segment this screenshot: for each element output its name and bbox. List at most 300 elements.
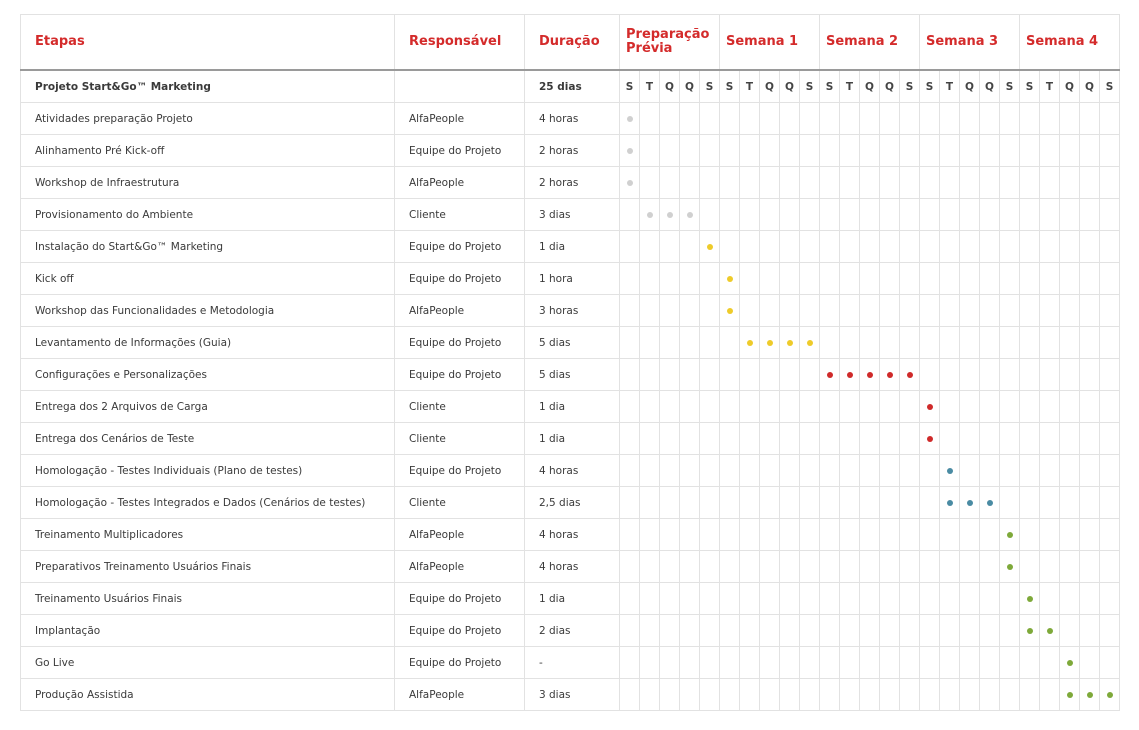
day-cell (820, 135, 840, 167)
day-cell (980, 423, 1000, 455)
day-cell (840, 551, 860, 583)
day-cell (840, 615, 860, 647)
day-cell (640, 167, 660, 199)
task-responsavel: Equipe do Projeto (395, 135, 525, 167)
day-cell (880, 455, 900, 487)
day-cell (920, 615, 940, 647)
day-cell (900, 327, 920, 359)
day-cell (840, 423, 860, 455)
day-cell (640, 647, 660, 679)
day-cell (1100, 583, 1120, 615)
day-cell (1020, 295, 1040, 327)
day-cell (700, 391, 720, 423)
day-cell (620, 519, 640, 551)
day-cell (980, 551, 1000, 583)
day-cell (660, 199, 680, 231)
task-etapa: Homologação - Testes Individuais (Plano de testes) (21, 455, 395, 487)
day-cell (620, 231, 640, 263)
day-cell (700, 231, 720, 263)
task-responsavel: Equipe do Projeto (395, 615, 525, 647)
day-cell (700, 551, 720, 583)
day-cell (1060, 199, 1080, 231)
day-cell (760, 583, 780, 615)
day-cell (1040, 487, 1060, 519)
day-cell (820, 295, 840, 327)
day-cell (860, 423, 880, 455)
day-cell (740, 103, 760, 135)
header-duracao: Duração (525, 15, 620, 71)
day-cell (660, 359, 680, 391)
day-cell (1000, 647, 1020, 679)
day-cell (640, 519, 660, 551)
task-row (21, 391, 1120, 423)
day-cell (880, 615, 900, 647)
task-duracao: 4 horas (525, 103, 620, 135)
day-cell (680, 519, 700, 551)
day-cell (820, 519, 840, 551)
day-cell (840, 295, 860, 327)
day-cell (860, 295, 880, 327)
day-cell (720, 391, 740, 423)
day-letter: Q (780, 70, 800, 103)
day-cell (800, 487, 820, 519)
day-cell (920, 679, 940, 711)
day-cell (1040, 423, 1060, 455)
day-cell (1100, 327, 1120, 359)
day-cell (940, 423, 960, 455)
day-cell (960, 615, 980, 647)
day-cell (760, 103, 780, 135)
day-cell (1080, 295, 1100, 327)
day-cell (760, 231, 780, 263)
day-cell (840, 455, 860, 487)
day-cell (1080, 647, 1100, 679)
day-cell (1080, 583, 1100, 615)
day-cell (960, 231, 980, 263)
day-cell (960, 263, 980, 295)
task-duracao: 5 dias (525, 359, 620, 391)
day-cell (680, 135, 700, 167)
day-cell (620, 327, 640, 359)
day-cell (780, 231, 800, 263)
day-cell (1060, 647, 1080, 679)
day-cell (1040, 295, 1060, 327)
day-cell (1020, 551, 1040, 583)
day-cell (860, 551, 880, 583)
day-cell (920, 327, 940, 359)
day-cell (760, 135, 780, 167)
task-etapa: Produção Assistida (21, 679, 395, 711)
day-cell (820, 455, 840, 487)
day-cell (960, 487, 980, 519)
task-responsavel: AlfaPeople (395, 679, 525, 711)
day-cell (920, 199, 940, 231)
day-cell (680, 391, 700, 423)
task-etapa: Treinamento Multiplicadores (21, 519, 395, 551)
day-cell (1040, 199, 1060, 231)
day-cell (720, 199, 740, 231)
task-row (21, 583, 1120, 615)
day-cell (620, 199, 640, 231)
day-cell (780, 679, 800, 711)
day-cell (880, 327, 900, 359)
day-cell (1040, 615, 1060, 647)
day-cell (780, 167, 800, 199)
day-cell (780, 487, 800, 519)
day-letter: S (620, 70, 640, 103)
day-cell (620, 583, 640, 615)
day-cell (1000, 263, 1020, 295)
schedule-dot (787, 340, 793, 346)
day-cell (840, 519, 860, 551)
day-cell (960, 583, 980, 615)
day-cell (840, 167, 860, 199)
day-cell (700, 583, 720, 615)
day-cell (760, 519, 780, 551)
day-cell (860, 199, 880, 231)
task-duracao: 4 horas (525, 519, 620, 551)
day-cell (740, 519, 760, 551)
day-cell (740, 231, 760, 263)
day-cell (620, 647, 640, 679)
task-duracao: 4 horas (525, 455, 620, 487)
schedule-dot (947, 500, 953, 506)
day-cell (660, 519, 680, 551)
task-etapa: Homologação - Testes Integrados e Dados (Cenários de testes) (21, 487, 395, 519)
schedule-dot (1107, 692, 1113, 698)
task-duracao: 2,5 dias (525, 487, 620, 519)
task-responsavel: Equipe do Projeto (395, 359, 525, 391)
day-cell (820, 583, 840, 615)
day-cell (1020, 679, 1040, 711)
project-name: Projeto Start&Go™ Marketing (21, 70, 395, 103)
day-cell (700, 455, 720, 487)
task-duracao: 2 dias (525, 615, 620, 647)
day-cell (800, 519, 820, 551)
day-cell (1080, 359, 1100, 391)
task-duracao: 3 dias (525, 679, 620, 711)
day-cell (860, 103, 880, 135)
day-cell (980, 263, 1000, 295)
task-etapa: Preparativos Treinamento Usuários Finais (21, 551, 395, 583)
day-letter: S (820, 70, 840, 103)
day-cell (880, 199, 900, 231)
day-cell (740, 167, 760, 199)
task-row (21, 199, 1120, 231)
day-cell (800, 295, 820, 327)
day-cell (980, 103, 1000, 135)
day-cell (640, 615, 660, 647)
day-cell (780, 615, 800, 647)
day-letter: Q (680, 70, 700, 103)
day-cell (1040, 135, 1060, 167)
schedule-dot (627, 116, 633, 122)
day-cell (1040, 167, 1060, 199)
day-cell (920, 295, 940, 327)
day-cell (640, 455, 660, 487)
day-cell (700, 487, 720, 519)
day-cell (800, 359, 820, 391)
day-cell (1000, 327, 1020, 359)
day-cell (640, 391, 660, 423)
day-cell (880, 487, 900, 519)
day-cell (940, 519, 960, 551)
day-cell (1020, 103, 1040, 135)
day-cell (780, 647, 800, 679)
day-cell (700, 423, 720, 455)
day-cell (780, 583, 800, 615)
schedule-dot (707, 244, 713, 250)
day-cell (920, 519, 940, 551)
day-cell (1060, 135, 1080, 167)
day-cell (860, 487, 880, 519)
day-cell (1100, 199, 1120, 231)
day-cell (900, 391, 920, 423)
day-cell (1000, 359, 1020, 391)
task-responsavel: Equipe do Projeto (395, 263, 525, 295)
day-cell (1100, 615, 1120, 647)
day-cell (780, 551, 800, 583)
day-letter: Q (660, 70, 680, 103)
day-cell (1060, 551, 1080, 583)
task-etapa: Kick off (21, 263, 395, 295)
day-cell (1000, 551, 1020, 583)
day-cell (1020, 487, 1040, 519)
day-cell (720, 615, 740, 647)
task-row (21, 519, 1120, 551)
day-cell (760, 423, 780, 455)
day-cell (740, 391, 760, 423)
day-cell (880, 359, 900, 391)
day-cell (1000, 135, 1020, 167)
day-letter: S (800, 70, 820, 103)
schedule-dot (847, 372, 853, 378)
schedule-dot (1067, 692, 1073, 698)
day-cell (720, 679, 740, 711)
day-cell (1060, 167, 1080, 199)
day-cell (1100, 487, 1120, 519)
day-cell (660, 583, 680, 615)
day-cell (860, 455, 880, 487)
day-cell (1020, 199, 1040, 231)
day-letter: S (1000, 70, 1020, 103)
day-cell (720, 295, 740, 327)
day-cell (900, 231, 920, 263)
day-cell (640, 551, 660, 583)
day-cell (1060, 327, 1080, 359)
day-cell (900, 359, 920, 391)
task-responsavel: Equipe do Projeto (395, 231, 525, 263)
day-cell (680, 199, 700, 231)
day-cell (800, 135, 820, 167)
day-cell (1020, 135, 1040, 167)
day-cell (800, 103, 820, 135)
day-cell (1060, 103, 1080, 135)
day-cell (1080, 455, 1100, 487)
day-letter: S (920, 70, 940, 103)
day-cell (940, 263, 960, 295)
day-cell (760, 327, 780, 359)
schedule-dot (687, 212, 693, 218)
task-row (21, 551, 1120, 583)
day-cell (780, 263, 800, 295)
day-cell (880, 135, 900, 167)
day-cell (960, 135, 980, 167)
project-duration: 25 dias (525, 70, 620, 103)
day-cell (1040, 231, 1060, 263)
day-cell (1000, 519, 1020, 551)
task-responsavel: AlfaPeople (395, 103, 525, 135)
day-cell (1100, 263, 1120, 295)
day-cell (1060, 263, 1080, 295)
day-cell (620, 359, 640, 391)
day-cell (720, 519, 740, 551)
day-cell (700, 327, 720, 359)
day-cell (1080, 135, 1100, 167)
day-cell (860, 263, 880, 295)
day-cell (760, 647, 780, 679)
day-cell (1040, 103, 1060, 135)
day-letter: Q (760, 70, 780, 103)
day-letter: Q (1060, 70, 1080, 103)
day-cell (740, 295, 760, 327)
day-cell (820, 103, 840, 135)
day-cell (700, 679, 720, 711)
day-cell (1080, 519, 1100, 551)
day-cell (860, 391, 880, 423)
day-cell (920, 551, 940, 583)
day-cell (980, 359, 1000, 391)
day-cell (620, 423, 640, 455)
task-responsavel: AlfaPeople (395, 167, 525, 199)
task-etapa: Implantação (21, 615, 395, 647)
day-cell (1060, 679, 1080, 711)
day-cell (820, 615, 840, 647)
day-cell (920, 167, 940, 199)
day-cell (960, 327, 980, 359)
day-letter: S (720, 70, 740, 103)
day-cell (680, 167, 700, 199)
day-cell (820, 423, 840, 455)
day-cell (820, 199, 840, 231)
day-cell (1080, 679, 1100, 711)
day-cell (680, 487, 700, 519)
day-cell (1020, 231, 1040, 263)
day-cell (800, 679, 820, 711)
day-cell (1040, 391, 1060, 423)
day-cell (900, 103, 920, 135)
day-cell (940, 679, 960, 711)
day-cell (1000, 391, 1020, 423)
project-row (21, 70, 1120, 103)
task-row (21, 647, 1120, 679)
task-duracao: 4 horas (525, 551, 620, 583)
day-cell (920, 359, 940, 391)
day-cell (660, 391, 680, 423)
day-cell (880, 583, 900, 615)
day-cell (640, 103, 660, 135)
day-cell (1100, 167, 1120, 199)
day-cell (740, 263, 760, 295)
schedule-dot (1027, 596, 1033, 602)
day-cell (900, 583, 920, 615)
day-letter: Q (1080, 70, 1100, 103)
day-cell (940, 359, 960, 391)
day-cell (940, 455, 960, 487)
day-cell (620, 551, 640, 583)
day-cell (780, 423, 800, 455)
day-cell (920, 455, 940, 487)
schedule-dot (1007, 532, 1013, 538)
day-cell (740, 551, 760, 583)
day-cell (840, 359, 860, 391)
day-cell (1000, 295, 1020, 327)
day-cell (700, 359, 720, 391)
day-cell (960, 295, 980, 327)
day-cell (900, 519, 920, 551)
day-cell (900, 295, 920, 327)
day-cell (920, 103, 940, 135)
day-letter: Q (980, 70, 1000, 103)
day-cell (980, 615, 1000, 647)
project-responsavel (395, 70, 525, 103)
day-cell (1000, 199, 1020, 231)
day-cell (760, 455, 780, 487)
task-row (21, 231, 1120, 263)
day-letter: S (1100, 70, 1120, 103)
task-row (21, 103, 1120, 135)
day-cell (960, 423, 980, 455)
day-cell (640, 263, 660, 295)
day-cell (680, 327, 700, 359)
task-duracao: - (525, 647, 620, 679)
schedule-dot (907, 372, 913, 378)
day-cell (920, 391, 940, 423)
day-cell (960, 391, 980, 423)
day-cell (840, 327, 860, 359)
task-row (21, 135, 1120, 167)
day-cell (980, 199, 1000, 231)
day-letter: T (840, 70, 860, 103)
day-cell (680, 423, 700, 455)
day-cell (980, 647, 1000, 679)
task-duracao: 1 dia (525, 583, 620, 615)
day-cell (960, 167, 980, 199)
header-responsavel: Responsável (395, 15, 525, 71)
day-cell (1100, 295, 1120, 327)
day-cell (740, 487, 760, 519)
day-cell (1020, 167, 1040, 199)
schedule-dot (807, 340, 813, 346)
task-row (21, 487, 1120, 519)
day-cell (1020, 455, 1040, 487)
day-cell (1020, 583, 1040, 615)
task-responsavel: Equipe do Projeto (395, 647, 525, 679)
day-cell (1000, 103, 1020, 135)
day-cell (680, 295, 700, 327)
day-cell (780, 199, 800, 231)
day-cell (660, 551, 680, 583)
day-cell (1020, 263, 1040, 295)
day-letter: T (1040, 70, 1060, 103)
day-cell (860, 327, 880, 359)
day-cell (680, 583, 700, 615)
day-cell (740, 455, 760, 487)
task-responsavel: Equipe do Projeto (395, 327, 525, 359)
day-cell (1060, 519, 1080, 551)
task-row (21, 263, 1120, 295)
task-etapa: Entrega dos Cenários de Teste (21, 423, 395, 455)
